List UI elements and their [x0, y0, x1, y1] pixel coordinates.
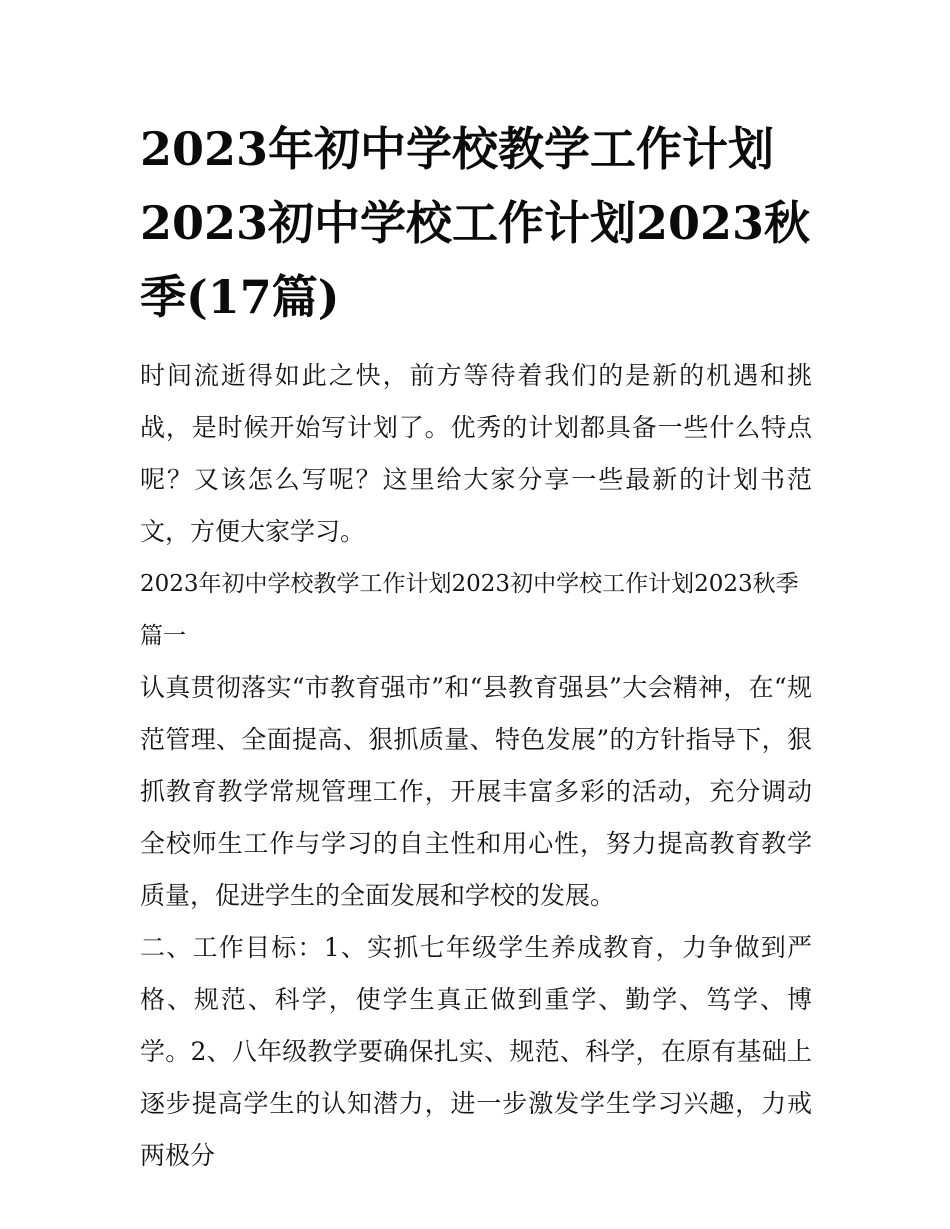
- document-page: [140, 112, 812, 1182]
- body-paragraph-1: 认真贯彻落实“市教育强市”和“县教育强县”大会精神，在“规范管理、全面提高、狠抓质量、特色发展”的方针指导下，狠抓教育教学常规管理工作，开展丰富多彩的活动，充分调动全校师生工作与学习的自主性和用心性，努力提高教育教学质量，促进学生的全面发展和学校的发展。: [140, 673, 812, 910]
- body-paragraph-2: 二、工作目标：1、实抓七年级学生养成教育，力争做到严格、规范、科学，使学生真正做到重学、勤学、笃学、博学。2、八年级教学要确保扎实、规范、科学，在原有基础上逐步提高学生的认知潜力，进一步激发学生学习兴趣，力戒两极分: [140, 933, 812, 1170]
- section-heading: 2023年初中学校教学工作计划2023初中学校工作计划2023秋季篇一: [140, 571, 799, 649]
- document-title: 2023年初中学校教学工作计划2023初中学校工作计划2023秋季(17篇): [140, 122, 811, 324]
- intro-paragraph: 时间流逝得如此之快，前方等待着我们的是新的机遇和挑战，是时候开始写计划了。优秀的计划都具备一些什么特点呢？又该怎么写呢？这里给大家分享一些最新的计划书范文，方便大家学习。: [140, 361, 812, 546]
